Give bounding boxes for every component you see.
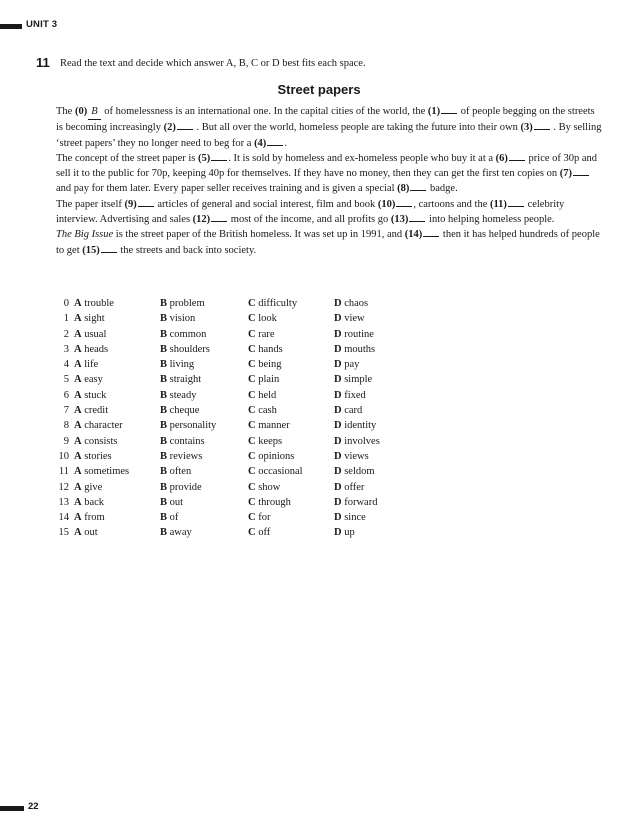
option-letter: C: [248, 466, 256, 478]
gap-number: (7): [559, 168, 573, 180]
option-a: [74, 449, 112, 464]
gap-number: (6): [495, 152, 508, 164]
gap-number: (3): [520, 122, 533, 134]
option-letter: C: [248, 298, 256, 309]
option-word: stories: [84, 450, 112, 462]
option-d: [334, 388, 366, 403]
option-letter: D: [334, 481, 342, 493]
option-d: [334, 449, 369, 464]
option-b: [160, 311, 195, 326]
option-letter: C: [248, 527, 256, 539]
option-d: [334, 418, 376, 433]
paper-name: The Big Issue: [56, 229, 114, 241]
option-word: view: [344, 313, 365, 325]
option-b: [160, 418, 216, 433]
option-letter: C: [248, 450, 256, 462]
option-letter: C: [248, 374, 256, 386]
option-c: [248, 510, 270, 525]
gap-example-answer: B: [88, 104, 100, 120]
option-letter: A: [74, 481, 82, 493]
page-marker-bar: [0, 806, 24, 811]
option-letter: D: [334, 527, 342, 539]
article-paragraph: [56, 104, 604, 151]
gap-number: (2): [163, 122, 176, 134]
option-letter: B: [160, 328, 168, 340]
gap-blank: [573, 166, 589, 176]
option-letter: D: [334, 450, 342, 462]
gap-number: (8): [397, 183, 410, 195]
option-a: [74, 357, 98, 372]
question-number: 4: [63, 359, 69, 371]
option-b: [160, 296, 205, 311]
option-a: [74, 311, 105, 326]
option-word: living: [169, 359, 195, 371]
option-letter: D: [334, 343, 342, 355]
option-letter: C: [248, 313, 256, 325]
option-c: [248, 464, 303, 479]
option-letter: B: [160, 512, 168, 524]
option-word: reviews: [169, 450, 203, 462]
option-a: [74, 296, 114, 311]
option-word: trouble: [84, 298, 114, 309]
option-b: [160, 403, 199, 418]
gap-number: (5): [197, 152, 211, 164]
option-letter: D: [334, 359, 342, 371]
option-c: [248, 357, 282, 372]
unit-label: UNIT 3: [26, 19, 58, 30]
text-run: The concept of the street paper is: [56, 152, 198, 164]
option-letter: C: [248, 328, 256, 340]
option-word: simple: [344, 374, 373, 386]
option-letter: B: [160, 435, 168, 447]
option-word: character: [84, 420, 123, 432]
option-word: credit: [84, 405, 109, 417]
option-c: [248, 388, 276, 403]
option-word: provide: [169, 481, 202, 493]
option-letter: D: [334, 466, 342, 478]
option-word: card: [344, 405, 363, 417]
option-letter: D: [334, 435, 342, 447]
option-word: hands: [258, 343, 283, 355]
option-letter: B: [160, 389, 168, 401]
option-word: mouths: [344, 343, 376, 355]
option-d: [334, 342, 375, 357]
option-word: steady: [169, 389, 197, 401]
article-paragraph: [56, 227, 604, 258]
option-b: [160, 372, 201, 387]
option-letter: D: [334, 389, 342, 401]
option-word: stuck: [84, 389, 107, 401]
option-c: [248, 372, 279, 387]
option-letter: A: [74, 466, 82, 478]
option-d: [334, 403, 362, 418]
option-word: offer: [344, 481, 365, 493]
text-run: the streets and back into society.: [117, 244, 257, 256]
option-letter: D: [334, 496, 342, 508]
gap-blank: [267, 136, 283, 146]
gap-blank: [423, 227, 439, 237]
option-letter: A: [74, 313, 82, 325]
option-word: easy: [84, 374, 103, 386]
option-d: [334, 510, 366, 525]
text-run: then it has helped hundreds of people to get: [56, 229, 600, 256]
option-letter: A: [74, 389, 82, 401]
option-letter: B: [160, 420, 168, 432]
text-run: The: [56, 106, 75, 117]
question-number: 11: [58, 466, 69, 478]
option-letter: A: [74, 420, 82, 432]
gap-number: (13): [390, 214, 409, 226]
option-word: pay: [344, 359, 360, 371]
option-word: occasional: [258, 466, 303, 478]
option-d: [334, 464, 375, 479]
gap-number: (10): [377, 198, 396, 210]
option-letter: A: [74, 512, 82, 524]
option-word: give: [84, 481, 103, 493]
option-word: out: [84, 527, 98, 539]
option-a: [74, 434, 117, 449]
question-number: 0: [63, 298, 69, 309]
option-word: personality: [169, 420, 217, 432]
gap-blank: [410, 181, 426, 191]
question-number: 10: [58, 450, 69, 462]
text-run: is the street paper of the British homeless. It was set up in 1991, and: [113, 229, 405, 241]
option-word: contains: [169, 435, 205, 447]
option-b: [160, 464, 191, 479]
text-run: celebrity interview. Advertising and sales: [56, 198, 565, 226]
text-run: and pay for them later. Every paper seller receives training and is given a special: [56, 183, 398, 195]
option-word: since: [344, 512, 366, 524]
question-number: 2: [63, 328, 69, 340]
option-b: [160, 510, 178, 525]
option-letter: B: [160, 466, 168, 478]
option-letter: B: [160, 405, 168, 417]
option-b: [160, 327, 206, 342]
option-d: [334, 495, 377, 510]
option-letter: B: [160, 343, 168, 355]
option-word: of: [169, 512, 179, 524]
article-paragraph: [56, 197, 604, 228]
option-word: through: [258, 496, 291, 508]
option-c: [248, 342, 283, 357]
question-number: 14: [58, 512, 69, 524]
gap-blank: [396, 197, 412, 207]
option-c: [248, 449, 294, 464]
question-number: 8: [63, 420, 69, 432]
text-run: into helping homeless people.: [426, 214, 555, 226]
unit-marker-bar: [0, 24, 22, 29]
option-word: involves: [344, 435, 380, 447]
option-a: [74, 525, 98, 540]
option-d: [334, 434, 380, 449]
option-letter: B: [160, 481, 168, 493]
option-word: heads: [84, 343, 109, 355]
option-a: [74, 342, 108, 357]
gap-blank: [138, 197, 154, 207]
text-run: badge.: [427, 183, 458, 195]
option-letter: C: [248, 359, 256, 371]
option-letter: C: [248, 481, 256, 493]
option-c: [248, 327, 275, 342]
option-letter: A: [74, 450, 82, 462]
option-word: cheque: [169, 405, 200, 417]
option-word: difficulty: [258, 298, 298, 309]
option-word: shoulders: [169, 343, 210, 355]
option-a: [74, 403, 108, 418]
option-letter: D: [334, 405, 342, 417]
option-letter: B: [160, 298, 168, 309]
option-word: from: [84, 512, 105, 524]
question-number: 5: [63, 374, 69, 386]
option-word: routine: [344, 328, 374, 340]
text-run: articles of general and social interest, film and book: [154, 198, 378, 210]
option-d: [334, 480, 364, 495]
option-word: keeps: [258, 435, 283, 447]
option-word: cash: [258, 405, 277, 417]
option-letter: A: [74, 359, 82, 371]
option-a: [74, 418, 123, 433]
question-number: 3: [63, 343, 69, 355]
question-number: 13: [58, 496, 69, 508]
option-word: up: [344, 527, 355, 539]
text-run: The paper itself: [56, 198, 125, 210]
option-letter: B: [160, 359, 168, 371]
gap-blank: [211, 212, 227, 222]
option-word: opinions: [258, 450, 295, 462]
text-run: price of 30p and sell it to the public for 70p, keeping 40p for themselves. If they have no money, then they can get the first ten copies on: [56, 152, 598, 180]
exercise-instruction: Read the text and decide which answer A, B, C or D best fits each space.: [60, 58, 366, 69]
option-word: straight: [169, 374, 202, 386]
option-letter: C: [248, 343, 256, 355]
option-word: show: [258, 481, 281, 493]
option-word: plain: [258, 374, 280, 386]
gap-number: (15): [82, 244, 100, 256]
option-letter: C: [248, 496, 256, 508]
option-letter: A: [74, 298, 82, 309]
gap-blank: [101, 243, 117, 253]
gap-blank: [409, 212, 425, 222]
page-number: 22: [28, 801, 39, 812]
gap-number: (11): [490, 198, 507, 210]
option-a: [74, 327, 106, 342]
option-a: [74, 480, 102, 495]
option-word: identity: [344, 420, 377, 432]
option-word: out: [169, 496, 184, 508]
option-c: [248, 495, 291, 510]
option-letter: A: [74, 405, 82, 417]
option-letter: C: [248, 389, 256, 401]
option-b: [160, 525, 192, 540]
option-d: [334, 372, 372, 387]
gap-number: (12): [192, 214, 211, 226]
gap-blank: [441, 104, 457, 114]
option-a: [74, 388, 106, 403]
option-letter: A: [74, 527, 82, 539]
option-a: [74, 372, 103, 387]
option-word: rare: [258, 328, 275, 340]
question-number: 7: [63, 405, 69, 417]
option-letter: C: [248, 405, 256, 417]
option-b: [160, 495, 183, 510]
article-title: Street papers: [277, 82, 361, 97]
option-letter: B: [160, 374, 168, 386]
option-letter: A: [74, 328, 82, 340]
option-c: [248, 525, 270, 540]
question-number: 6: [63, 389, 69, 401]
text-run: . It is sold by homeless and ex-homeless people who buy it at a: [228, 152, 496, 164]
option-b: [160, 449, 202, 464]
option-b: [160, 480, 202, 495]
option-c: [248, 480, 280, 495]
option-word: fixed: [344, 389, 366, 401]
option-letter: A: [74, 435, 82, 447]
option-word: back: [84, 496, 105, 508]
option-letter: C: [248, 512, 256, 524]
option-word: for: [258, 512, 271, 524]
gap-blank: [508, 197, 524, 207]
option-c: [248, 418, 290, 433]
option-a: [74, 464, 129, 479]
option-a: [74, 510, 105, 525]
gap-blank: [534, 120, 550, 130]
option-word: chaos: [344, 298, 369, 309]
option-letter: D: [334, 374, 342, 386]
option-letter: D: [334, 298, 342, 309]
option-word: problem: [169, 298, 205, 309]
option-c: [248, 434, 282, 449]
text-run: .: [284, 137, 287, 149]
option-c: [248, 403, 277, 418]
option-letter: B: [160, 313, 168, 325]
article-body: [56, 104, 604, 258]
text-run: most of the income, and all profits go: [228, 214, 391, 226]
option-word: away: [169, 527, 192, 539]
gap-number: (9): [124, 198, 137, 210]
text-run: . But all over the world, homeless people are taking the future into their own: [193, 122, 521, 134]
option-letter: A: [74, 374, 82, 386]
option-d: [334, 327, 374, 342]
exercise-number: 11: [36, 55, 50, 70]
option-word: held: [258, 389, 277, 401]
option-word: manner: [258, 420, 290, 432]
text-run: of homelessness is an international one. In the capital cities of the world, the: [101, 106, 428, 117]
option-b: [160, 357, 194, 372]
option-letter: B: [160, 450, 168, 462]
question-number: 12: [58, 481, 69, 493]
question-number: 15: [58, 527, 69, 539]
option-d: [334, 525, 355, 540]
option-word: forward: [344, 496, 378, 508]
gap-number: (14): [404, 229, 423, 241]
option-b: [160, 434, 205, 449]
option-d: [334, 311, 365, 326]
option-letter: D: [334, 328, 342, 340]
gap-blank: [509, 151, 525, 161]
question-number: 9: [63, 435, 69, 447]
option-d: [334, 357, 359, 372]
option-word: look: [258, 313, 277, 325]
option-letter: B: [160, 496, 168, 508]
option-letter: D: [334, 420, 342, 432]
gap-blank: [177, 120, 193, 130]
option-letter: C: [248, 420, 256, 432]
option-word: off: [258, 527, 271, 539]
text-run: . By selling ‘street papers’ they no longer need to beg for a: [56, 122, 602, 149]
option-a: [74, 495, 104, 510]
option-letter: A: [74, 343, 82, 355]
option-letter: B: [160, 527, 168, 539]
option-word: sometimes: [84, 466, 130, 478]
text-run: , cartoons and the: [413, 198, 491, 210]
gap-number: (1): [427, 106, 441, 117]
option-b: [160, 388, 196, 403]
option-word: being: [258, 359, 282, 371]
option-letter: D: [334, 512, 342, 524]
option-word: life: [84, 359, 99, 371]
option-word: common: [169, 328, 207, 340]
option-word: often: [169, 466, 192, 478]
option-b: [160, 342, 210, 357]
option-word: vision: [169, 313, 196, 325]
option-word: sight: [84, 313, 105, 325]
option-word: consists: [84, 435, 118, 447]
option-word: usual: [84, 328, 107, 340]
text-run: of people begging on the streets is becoming increasingly: [56, 106, 595, 134]
article-paragraph: [56, 151, 604, 197]
gap-number: (4): [254, 137, 267, 149]
option-word: views: [344, 450, 369, 462]
option-letter: A: [74, 496, 82, 508]
option-d: [334, 296, 368, 311]
option-word: seldom: [344, 466, 375, 478]
question-number: 1: [63, 313, 69, 325]
option-letter: D: [334, 313, 342, 325]
gap-number: (0): [74, 106, 88, 117]
option-c: [248, 311, 277, 326]
option-letter: C: [248, 435, 256, 447]
gap-blank: [211, 151, 227, 161]
option-c: [248, 296, 297, 311]
